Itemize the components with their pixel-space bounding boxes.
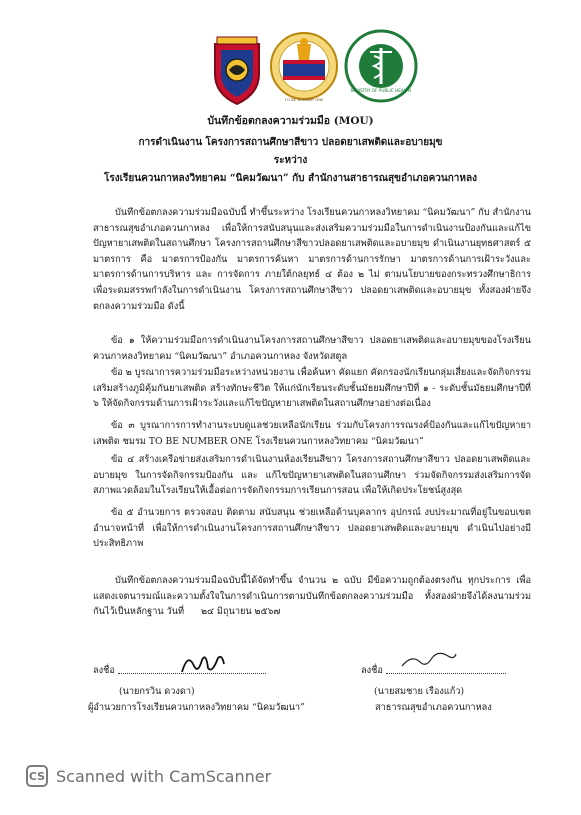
closing-text: บันทึกข้อตกลงความร่วมมือฉบับนี้ได้จัดทำขึ้น จำนวน ๒ ฉบับ มีข้อความถูกต้องตรงกัน ทุกประการ เพื่อแสดงเจตนารมณ์และความตั้งใจในการดำเนินการตามบันทึกข้อตกลงความร่วมมือ ทั้งสองฝ่ายจึงได้ลงนามร่วมกันไว้เป็นหลักฐาน วันที่ xyxy=(93,575,531,618)
clause-1: ข้อ ๑ ให้ความร่วมมือการดำเนินงานโครงการสถานศึกษาสีขาว ปลอดยาเสพติดและอบายมุขของโรงเรียนควนกาหลงวิทยาคม “นิคมวัฒนา” อำเภอควนกาหลง จังหวัดสตูล xyxy=(93,335,531,362)
clause-3: ข้อ ๓ บูรณาการการทำงานระบบดูแลช่วยเหลือนักเรียน ร่วมกับโครงการรณรงค์ป้องกันและแก้ไขปัญหายาเสพติด ชมรม TO BE NUMBER ONE โรงเรียนควนกาหลงวิทยาคม “นิคมวัฒนา” xyxy=(93,420,531,447)
to-be-number-one-icon xyxy=(269,30,339,106)
school-emblem-icon xyxy=(207,34,267,106)
camscanner-watermark xyxy=(26,765,271,787)
school-emblem-logo xyxy=(207,34,267,106)
to-be-number-one-logo-text: TO BE NUMBER ONE xyxy=(284,97,324,102)
closing-date: ๒๔ มิถุนายน ๒๕๖๗ xyxy=(200,606,281,618)
ministry-logo-text: MINISTRY OF PUBLIC HEALTH xyxy=(350,88,412,93)
clause-5: ข้อ ๕ อำนวยการ ตรวจสอบ ติดตาม สนับสนุน ช่วยเหลือด้านบุคลากร อุปกรณ์ งบประมาณที่อยู่ในขอบเขตอำนาจหน้าที่ เพื่อให้การดำเนินงานโครงการสถานศึกษาสีขาว ปลอดยาเสพติดและอบายมุข ดำเนินไปอย่างมีประสิทธิภาพ xyxy=(93,507,531,550)
left-signatory-name: (นายกรวิน ดวงดา) xyxy=(119,686,195,697)
camscanner-icon: CS xyxy=(26,765,48,787)
closing-paragraph xyxy=(93,573,531,620)
subtitle-project: การดำเนินงาน โครงการสถานศึกษาสีขาว ปลอดยาเสพติดและอบายมุข xyxy=(138,137,443,148)
clause-4: ข้อ ๔ สร้างเครือข่ายส่งเสริมการดำเนินงานห้องเรียนสีขาว โครงการสถานศึกษาสีขาว ปลอดยาเสพติดและอบายมุข ในการจัดกิจกรรมป้องกัน และ แก้ไขปัญหายาเสพติดในสถานศึกษา ร่วมจัดกิจกรรมส่งเสริมการจัดสภาพแวดล้อมในโรงเรียนให้เอื้อต่อการจัดกิจกรรมการเรียนการสอน เพื่อให้เกิดประโยชน์สูงสุด xyxy=(93,454,531,497)
right-signatory-position: สาธารณสุขอำเภอควนกาหลง xyxy=(375,702,492,713)
ministry-of-public-health-logo xyxy=(344,26,418,106)
left-signatory-position: ผู้อำนวยการโรงเรียนควนกาหลงวิทยาคม “นิคมวัฒนา” xyxy=(88,702,305,713)
subtitle-between: ระหว่าง xyxy=(273,155,308,166)
left-sign-label: ลงชื่อ xyxy=(93,665,115,676)
to-be-number-one-logo xyxy=(269,30,339,106)
ministry-of-public-health-icon xyxy=(344,26,418,106)
camscanner-text: Scanned with CamScanner xyxy=(56,766,272,786)
intro-paragraph: บันทึกข้อตกลงความร่วมมือฉบับนี้ ทำขึ้นระหว่าง โรงเรียนควนกาหลงวิทยาคม “นิคมวัฒนา” กับ สำนักงานสาธารณสุขอำเภอควนกาหลง เพื่อให้การสนับสนุนและส่งเสริมความร่วมมือในการดำเนินงานป้องกันและแก้ไขปัญหายาเสพติดในสถานศึกษา โครงการสถานศึกษาสีขาวปลอดยาเสพติดและอบายมุข ดำเนินงานยุทธศาสตร์ ๕ มาตรการ คือ มาตรการป้องกัน มาตรการค้นหา มาตรการด้านการรักษา มาตรการด้านการเฝ้าระวังและมาตรการด้านการบริหาร และ การจัดการ ภายใต้กลยุทธ์ ๔ ต้อง ๒ ไม่ ตามนโยบายของกระทรวงศึกษาธิการ เพื่อระดมสรรพกำลังในการดำเนินงาน โครงการสถานศึกษาสีขาว ปลอดยาเสพติดและอบายมุข ทั้งสองฝ่ายจึงตกลงความร่วมมือ ดังนี้ xyxy=(93,207,531,312)
left-signature-image xyxy=(178,650,228,682)
right-signature-image xyxy=(398,648,458,676)
right-handwritten-signature xyxy=(398,648,458,672)
clause-2: ข้อ ๒ บูรณาการความร่วมมือระหว่างหน่วยงาน เพื่อค้นหา คัดแยก คัดกรองนักเรียนกลุ่มเสี่ยงและจัดกิจกรรมเสริมสร้างภูมิคุ้มกันยาเสพติด สร้างทักษะชีวิต ให้แก่นักเรียนระดับชั้นมัธยมศึกษาปีที่ ๑ - ระดับชั้นมัธยมศึกษาปีที่ ๖ ให้จัดกิจกรรมด้านการเฝ้าระวังและแก้ไขปัญหายาเสพติดในสถานศึกษาอย่างต่อเนื่อง xyxy=(93,367,532,410)
document-title: บันทึกข้อตกลงความร่วมมือ (MOU) xyxy=(207,115,374,127)
right-signatory-name: (นายสมชาย เรืองแก้ว) xyxy=(374,686,465,697)
right-sign-label: ลงชื่อ xyxy=(361,665,383,676)
left-handwritten-signature xyxy=(178,650,228,678)
subtitle-parties: โรงเรียนควนกาหลงวิทยาคม “นิคมวัฒนา” กับ สำนักงานสาธารณสุขอำเภอควนกาหลง xyxy=(103,173,478,184)
